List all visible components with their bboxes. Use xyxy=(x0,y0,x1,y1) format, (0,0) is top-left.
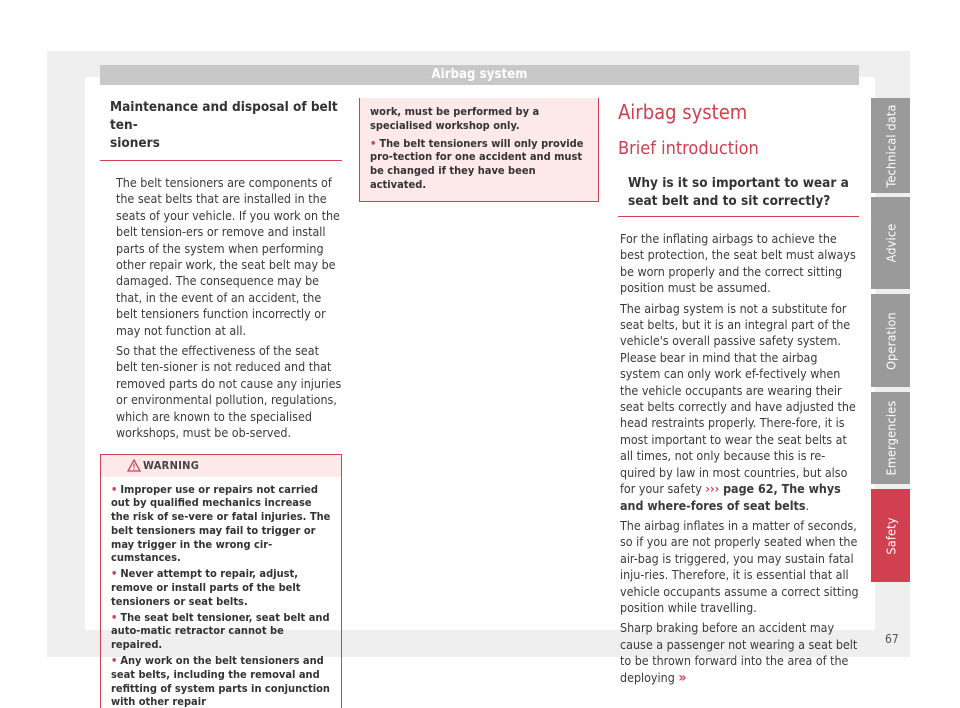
running-header: Airbag system xyxy=(100,65,859,85)
paragraph: For the inflating airbags to achieve the best protection, the seat belt must always be worn properly and the correct sitting position must be assumed. xyxy=(620,231,856,296)
reference-arrow-icon: ››› xyxy=(705,481,720,497)
column-left xyxy=(100,98,342,708)
warning-continued-text: work, must be performed by a specialised workshop only. xyxy=(370,105,540,132)
section-heading-belt-tensioners: Maintenance and disposal of belt ten- sioners xyxy=(100,98,342,161)
warning-label: WARNING xyxy=(143,458,200,472)
warning-header xyxy=(101,455,341,477)
tab-emergencies[interactable]: Emergencies xyxy=(871,392,910,484)
warning-box xyxy=(100,454,342,708)
section-title: Brief introduction xyxy=(618,138,759,159)
paragraph: The airbag inflates in a matter of seconds, so if you are not properly seated when the air-bag is triggered, you may sustain fatal inju-ries. Therefore, it is essential that all vehicle occupants assume a correct sitting position while travelling. xyxy=(620,517,859,615)
bullet-dot-icon: • xyxy=(111,610,118,624)
tab-advice[interactable]: Advice xyxy=(871,197,910,289)
page-reference-link[interactable]: ››› page 62, The whys and where-fores of seat belts xyxy=(620,481,841,513)
warning-bullet: • Any work on the belt tensioners and seat belts, including the removal and refitting of system parts in conjunction with other repair xyxy=(111,654,330,708)
warning-body xyxy=(101,477,341,708)
bullet-dot-icon: • xyxy=(111,482,118,496)
tab-technical-data[interactable]: Technical data xyxy=(871,98,910,193)
column-middle xyxy=(359,98,599,202)
chapter-title: Airbag system xyxy=(618,100,748,124)
column-right xyxy=(618,98,859,690)
bullet-dot-icon: • xyxy=(111,654,118,668)
warning-continued-box xyxy=(359,98,599,202)
warning-bullet: • Never attempt to repair, adjust, remove or install parts of the belt tensioners or seat belts. xyxy=(111,567,301,608)
tab-safety[interactable]: Safety xyxy=(871,489,910,582)
paragraph: The airbag system is not a substitute for seat belts, but it is an integral part of the vehicle's overall passive safety system. Please bear in mind that the airbag system can only work ef-fectively when the vehicle occupants are wearing their seat belts correctly and have adjusted the head restraints properly. There-fore, it is most important to wear the seat belts at all times, not only because this is re-quired by law in most countries, but also for your safety ››› page 62, The whys and where-fores of seat belts. xyxy=(620,300,856,513)
paragraph: The belt tensioners are components of the seat belts that are installed in the seats of your vehicle. If you work on the belt tension-ers or remove and install parts of the system when performing other repair work, the seat belt may be damaged. The consequence may be that, in the event of an accident, the belt tensioners function incorrectly or may not function at all. xyxy=(116,175,340,338)
paragraph: Sharp braking before an accident may cause a passenger not wearing a seat belt to be thrown forward into the area of the deploying » xyxy=(620,620,858,686)
warning-bullet: • The seat belt tensioner, seat belt and auto-matic retractor cannot be repaired. xyxy=(111,610,330,652)
tab-operation[interactable]: Operation xyxy=(871,294,910,387)
warning-triangle-icon xyxy=(127,459,141,472)
subsection-heading: Why is it so important to wear a seat belt and to sit correctly? xyxy=(618,174,859,217)
bullet-dot-icon: • xyxy=(111,567,118,581)
page-number: 67 xyxy=(885,632,899,646)
warning-bullet: • Improper use or repairs not carried out by qualified mechanics increase the risk of se-vere or fatal injuries. The belt tensioners may fail to trigger or may trigger in the wrong cir-cumstances. xyxy=(111,482,331,565)
continue-arrow-icon: » xyxy=(678,669,687,686)
bullet-dot-icon: • xyxy=(370,136,377,150)
paragraph: So that the effectiveness of the seat belt ten-sioner is not reduced and that removed parts do not cause any injuries or environmental pollution, regulations, which are known to the specialised workshops, must be ob-served. xyxy=(116,343,342,441)
warning-bullet: • The belt tensioners will only provide pro-tection for one accident and must be changed if they have been activated. xyxy=(370,136,584,191)
